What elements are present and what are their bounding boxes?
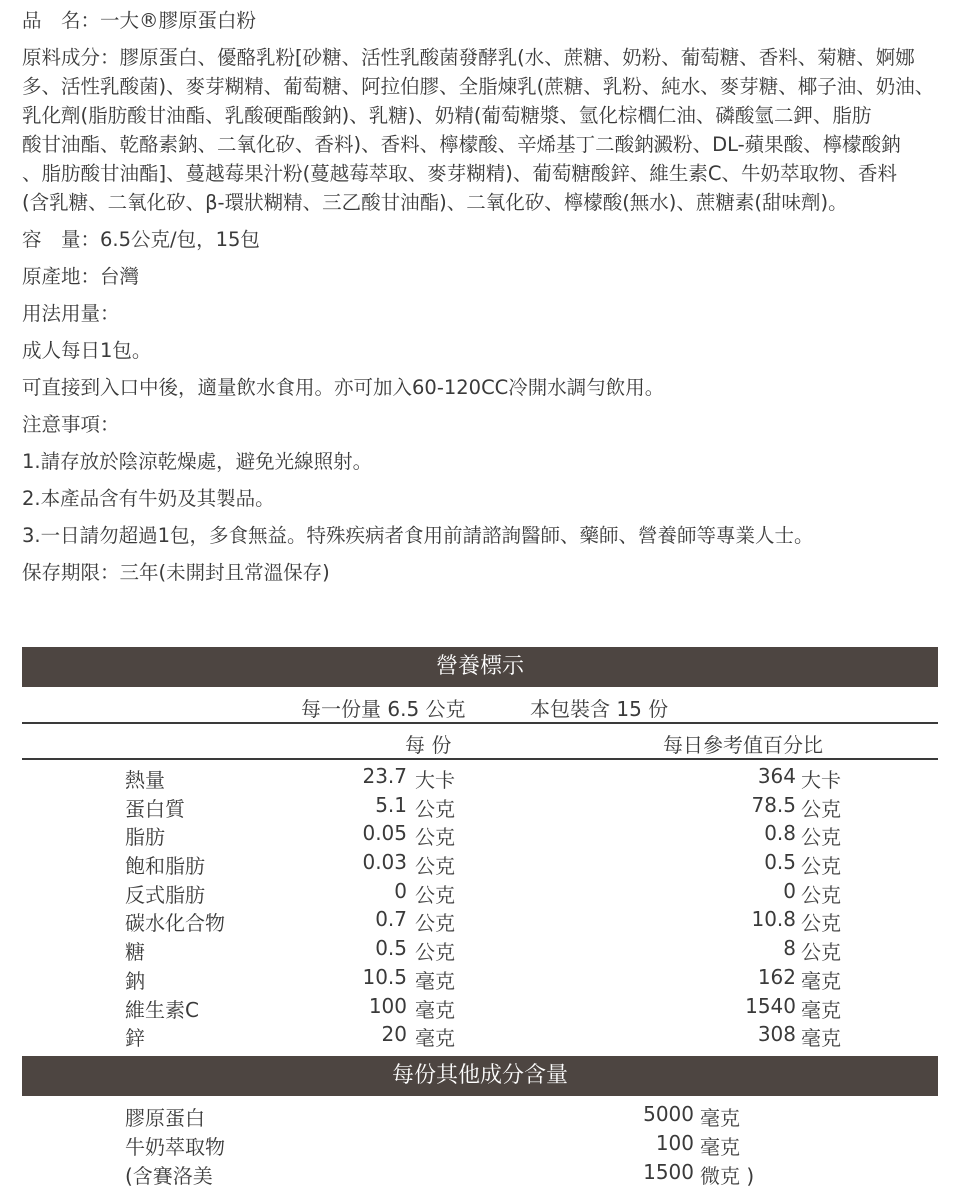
ingredient-unit: 微克 )	[700, 1164, 755, 1188]
table-row	[0, 1131, 959, 1160]
nutrient-name: 鈉	[125, 968, 145, 993]
ingredient-unit: 毫克	[700, 1135, 740, 1159]
nutrition-title-bar: 營養標示	[22, 647, 938, 687]
ingredients-line: 、脂肪酸甘油酯]、蔓越莓果汁粉(蔓越莓萃取、麥芽糊精)、葡萄糖酸鋅、維生素C、牛奶萃取物、香料	[22, 162, 897, 185]
per-serving-unit: 大卡	[415, 768, 455, 792]
ingredient-value: 1500	[643, 1160, 694, 1184]
ingredients	[22, 43, 947, 217]
per-serving-value: 10.5	[362, 964, 407, 989]
note-2: 2.本產品含有牛奶及其製品。	[22, 487, 275, 510]
usage-2: 可直接到入口中後，適量飲水食用。亦可加入60-120CC冷開水調勻飲用。	[22, 376, 665, 399]
table-row	[0, 821, 959, 850]
per-serving-unit: 公克	[415, 911, 455, 936]
per-serving-value: 0	[394, 878, 407, 903]
table-row	[0, 1160, 959, 1189]
daily-unit: 公克	[801, 911, 841, 936]
table-row	[0, 936, 959, 965]
product-info	[22, 6, 947, 595]
per-serving-value: 5.1	[375, 792, 407, 817]
table-row	[0, 1102, 959, 1131]
ingredients-line: (含乳糖、二氧化矽、β-環狀糊精、三乙酸甘油酯)、二氧化矽、檸檬酸(無水)、蔗糖素(甜味劑)。	[22, 191, 848, 214]
capacity: 容 量：6.5公克/包，15包	[22, 228, 260, 251]
nutrient-name: 飽和脂肪	[125, 854, 205, 879]
origin: 原產地：台灣	[22, 265, 140, 288]
per-serving-unit: 毫克	[415, 997, 455, 1022]
per-serving-value: 0.03	[362, 850, 407, 875]
nutrient-name: 反式脂肪	[125, 882, 205, 907]
daily-unit: 公克	[801, 882, 841, 907]
per-serving-value: 0.5	[375, 936, 407, 961]
ingredient-name: 牛奶萃取物	[125, 1135, 225, 1159]
daily-value: 0.5	[764, 850, 796, 875]
per-serving-unit: 毫克	[415, 968, 455, 993]
nutrient-name: 脂肪	[125, 825, 165, 850]
usage-1: 成人每日1包。	[22, 339, 152, 362]
notes-title: 注意事項：	[22, 413, 120, 436]
table-row	[0, 764, 959, 793]
nutrient-name: 蛋白質	[125, 796, 185, 821]
ingredients-line: 乳化劑(脂肪酸甘油酯、乳酸硬酯酸鈉)、乳糖)、奶精(葡萄糖漿、氫化棕櫚仁油、磷酸氫二鉀、脂肪	[22, 104, 872, 127]
daily-value: 78.5	[751, 792, 796, 817]
per-serving-unit: 公克	[415, 940, 455, 965]
other-ingredients-bar: 每份其他成分含量	[22, 1056, 938, 1096]
note-1: 1.請存放於陰涼乾燥處，避免光線照射。	[22, 450, 373, 473]
table-row	[0, 850, 959, 879]
daily-value: 162	[757, 964, 796, 989]
col-daily-value: 每日參考值百分比	[663, 733, 823, 757]
product-name-label: 品 名：	[22, 9, 101, 32]
daily-unit: 毫克	[801, 1026, 841, 1051]
daily-value: 364	[757, 764, 796, 788]
nutrient-name: 碳水化合物	[125, 911, 225, 936]
nutrient-name: 糖	[125, 940, 145, 965]
ingredient-name: 膠原蛋白	[125, 1106, 205, 1130]
ingredients-line: 多、活性乳酸菌)、麥芽糊精、葡萄糖、阿拉伯膠、全脂煉乳(蔗糖、乳粉、純水、麥芽糖、椰子油、奶油、	[22, 75, 935, 98]
ingredients-line: 酸甘油酯、乾酪素鈉、二氧化矽、香料)、香料、檸檬酸、辛烯基丁二酸鈉澱粉、DL-蘋果酸、檸檬酸鈉	[22, 133, 901, 156]
daily-unit: 大卡	[801, 768, 841, 792]
divider	[22, 722, 938, 724]
per-serving-unit: 毫克	[415, 1026, 455, 1051]
per-serving-unit: 公克	[415, 882, 455, 907]
per-serving-unit: 公克	[415, 796, 455, 821]
serving-size: 每一份量 6.5 公克	[301, 697, 466, 721]
ingredients-line: 原料成分：膠原蛋白、優酪乳粉[砂糖、活性乳酸菌發酵乳(水、蔗糖、奶粉、葡萄糖、香料、菊糖、婀娜	[22, 46, 915, 69]
daily-unit: 公克	[801, 796, 841, 821]
daily-unit: 毫克	[801, 968, 841, 993]
usage-title: 用法用量：	[22, 302, 120, 325]
nutrient-name: 熱量	[125, 768, 165, 792]
nutrient-name: 鋅	[125, 1026, 145, 1051]
daily-unit: 公克	[801, 940, 841, 965]
per-serving-value: 0.05	[362, 821, 407, 846]
ingredient-name: (含賽洛美	[125, 1164, 213, 1188]
col-per-serving: 每 份	[405, 733, 452, 757]
daily-value: 0.8	[764, 821, 796, 846]
nutrient-name: 維生素C	[125, 997, 199, 1022]
per-serving-value: 23.7	[362, 764, 407, 788]
daily-value: 10.8	[751, 907, 796, 932]
daily-unit: 公克	[801, 854, 841, 879]
daily-unit: 毫克	[801, 997, 841, 1022]
servings-per-pack: 本包裝含 15 份	[530, 697, 669, 721]
ingredient-value: 100	[655, 1131, 694, 1155]
per-serving-unit: 公克	[415, 825, 455, 850]
ingredient-unit: 毫克	[700, 1106, 740, 1130]
per-serving-value: 0.7	[375, 907, 407, 932]
daily-value: 1540	[745, 993, 796, 1018]
per-serving-unit: 公克	[415, 854, 455, 879]
table-row	[0, 994, 959, 1023]
table-row	[0, 965, 959, 994]
divider	[22, 758, 938, 760]
ingredient-value: 5000	[643, 1102, 694, 1126]
nutrition-table	[0, 764, 959, 1051]
table-row	[0, 907, 959, 936]
table-row	[0, 879, 959, 908]
per-serving-value: 100	[368, 993, 407, 1018]
daily-value: 0	[783, 878, 796, 903]
table-row	[0, 793, 959, 822]
note-3: 3.一日請勿超過1包，多食無益。特殊疾病者食用前請諮詢醫師、藥師、營養師等專業人士。	[22, 524, 814, 547]
daily-unit: 公克	[801, 825, 841, 850]
daily-value: 308	[757, 1022, 796, 1047]
product-name	[22, 6, 947, 35]
other-ingredients-table	[0, 1102, 959, 1189]
per-serving-value: 20	[381, 1022, 407, 1047]
shelf-life: 保存期限：三年(未開封且常溫保存)	[22, 561, 330, 584]
daily-value: 8	[783, 936, 796, 961]
table-row	[0, 1022, 959, 1051]
product-name-value: 一大®膠原蛋白粉	[100, 9, 257, 32]
